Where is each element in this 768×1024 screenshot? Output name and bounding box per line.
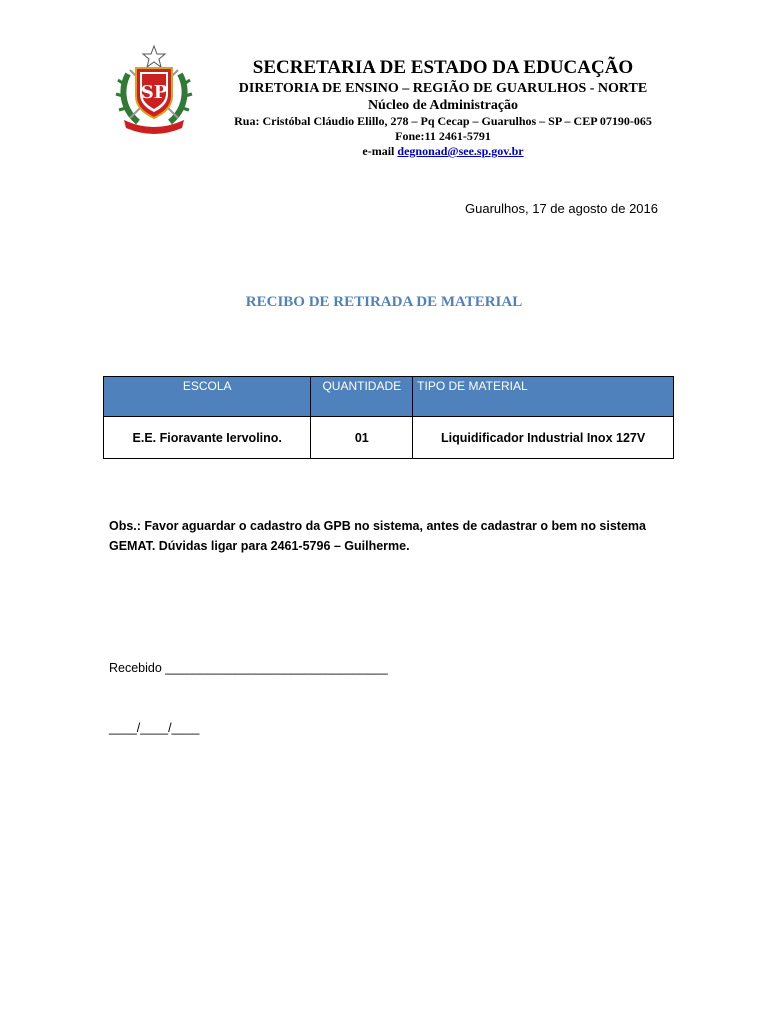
table-header-row [104,377,674,417]
column-header-quantidade: QUANTIDADE [311,377,413,417]
observation-note: Obs.: Favor aguardar o cadastro da GPB no sistema, antes de cadastrar o bem no sistema GEMAT. Dúvidas ligar para 2461-5796 – Guilherme. [109,519,646,553]
column-header-tipo: TIPO DE MATERIAL [413,377,674,417]
logo-text: SP [140,82,168,103]
header-title: SECRETARIA DE ESTADO DA EDUCAÇÃO [252,57,634,78]
column-header-escola: ESCOLA [104,377,311,417]
header-unit: Núcleo de Administração [367,98,519,113]
cell-tipo: Liquidificador Industrial Inox 127V [413,417,674,459]
header-address: Rua: Cristóbal Cláudio Elillo, 278 – Pq Cecap – Guarulhos – SP – CEP 07190-065 [234,114,652,128]
email-label: e-mail [362,144,395,158]
header-phone: Fone:11 2461-5791 [395,129,491,143]
email-link[interactable]: degnonad@see.sp.gov.br [397,144,524,158]
materials-table [103,376,674,459]
header-email [200,144,686,159]
document-header [200,56,686,159]
sp-state-coat-of-arms-icon [114,44,194,134]
received-signature-line: Recebido ________________________________ [109,661,388,675]
table-row [104,417,674,459]
header-directorate: DIRETORIA DE ENSINO – REGIÃO DE GUARULHOS - NORTE [238,81,648,96]
date-blank-line: ____/____/____ [109,721,200,735]
cell-escola: E.E. Fioravante Iervolino. [104,417,311,459]
document-date: Guarulhos, 17 de agosto de 2016 [465,201,658,216]
cell-quantidade: 01 [311,417,413,459]
document-title: RECIBO DE RETIRADA DE MATERIAL [245,294,523,310]
